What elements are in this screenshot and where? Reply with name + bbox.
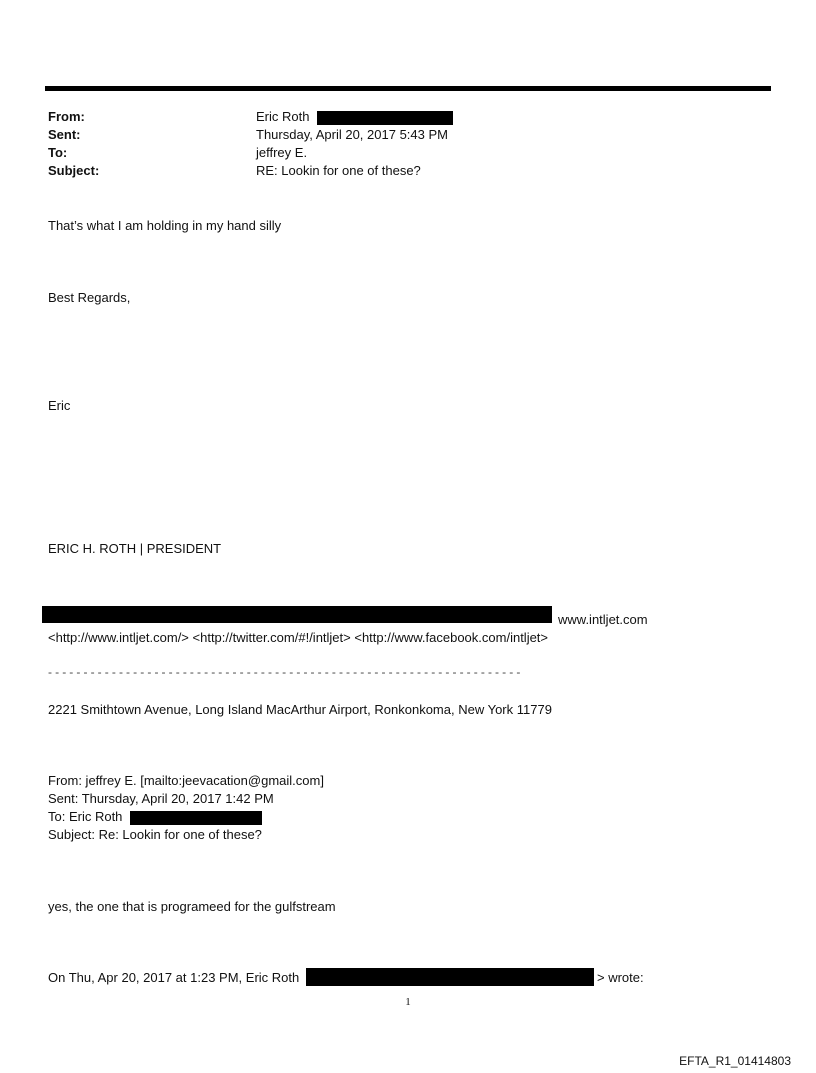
redaction-block: [42, 606, 552, 623]
sent-label: Sent:: [48, 127, 81, 142]
quoted-suffix: > wrote:: [597, 970, 644, 985]
quoted-prefix: On Thu, Apr 20, 2017 at 1:23 PM, Eric Roth: [48, 970, 300, 985]
website-link[interactable]: www.intljet.com: [558, 612, 648, 627]
quoted-sent: Sent: Thursday, April 20, 2017 1:42 PM: [48, 791, 274, 806]
from-value: [256, 108, 453, 125]
reply-line: yes, the one that is programeed for the gulfstream: [48, 899, 336, 914]
quoted-to-text: To: Eric Roth: [48, 809, 123, 824]
address-line: 2221 Smithtown Avenue, Long Island MacArthur Airport, Ronkonkoma, New York 11779: [48, 702, 552, 717]
redaction-block: [317, 111, 453, 125]
page-number: 1: [405, 996, 411, 1008]
quoted-from: From: jeffrey E. [mailto:jeevacation@gmail.com]: [48, 773, 324, 788]
subject-value: RE: Lookin for one of these?: [256, 163, 421, 178]
from-label: From:: [48, 109, 85, 124]
subject-label: Subject:: [48, 163, 100, 178]
body-line: That’s what I am holding in my hand silly: [48, 218, 282, 233]
sender-first-name: Eric: [48, 398, 71, 413]
document-id: EFTA_R1_01414803: [679, 1054, 791, 1068]
quoted-subject: Subject: Re: Lookin for one of these?: [48, 827, 262, 842]
to-value: jeffrey E.: [256, 145, 308, 160]
closing-regards: Best Regards,: [48, 290, 131, 305]
redaction-block: [306, 968, 594, 986]
header-rule: [45, 86, 771, 91]
signature-title: ERIC H. ROTH | PRESIDENT: [48, 541, 222, 556]
sent-value: Thursday, April 20, 2017 5:43 PM: [256, 127, 448, 142]
from-name: Eric Roth: [256, 109, 310, 124]
signature-divider: -------------------------------------------------------------------: [48, 665, 524, 679]
redaction-block: [130, 811, 262, 825]
quoted-to: [48, 808, 262, 825]
to-label: To:: [48, 145, 68, 160]
social-links[interactable]: <http://www.intljet.com/> <http://twitter.com/#!/intljet> <http://www.facebook.com/intljet>: [48, 630, 549, 645]
